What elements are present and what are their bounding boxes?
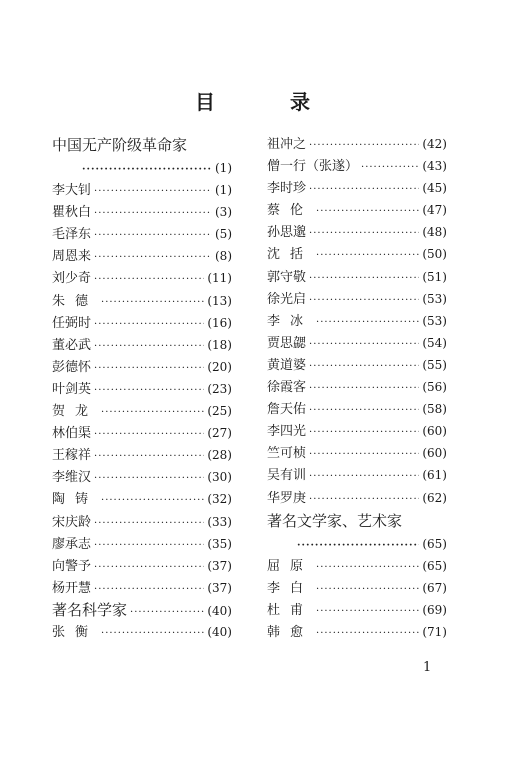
page-title: 目 录 (195, 90, 344, 114)
toc-leader-dots (101, 490, 204, 510)
toc-entry (267, 310, 447, 332)
toc-entry-title: 杨开慧 (52, 580, 92, 596)
toc-entry-title: 刘少奇 (52, 271, 92, 287)
toc-page-ref: (65) (422, 558, 447, 573)
toc-entry (52, 511, 232, 533)
toc-page-ref: (40) (207, 603, 232, 618)
toc-leader-dots (94, 513, 204, 533)
toc-entry-title: 李白 (267, 580, 314, 596)
toc-page-ref: (8) (215, 249, 232, 264)
toc-entry (52, 356, 232, 378)
toc-leader-dots (94, 314, 204, 334)
toc-page-ref: (53) (422, 313, 447, 328)
toc-entry (52, 201, 232, 223)
toc-entry-title: 贾思勰 (267, 335, 307, 351)
toc-leader-dots (94, 203, 212, 223)
toc-entry (267, 555, 447, 577)
toc-page-ref: (16) (207, 315, 232, 330)
toc-page-ref: (40) (207, 624, 232, 639)
toc-leader-dots (94, 336, 204, 356)
toc-entry (267, 354, 447, 376)
toc-page-ref: (62) (422, 490, 447, 505)
toc-leader-dots (94, 358, 204, 378)
toc-entry-title: 祖冲之 (267, 137, 307, 152)
toc-entry (52, 555, 232, 577)
toc-leader-dots (309, 444, 419, 464)
toc-page-ref: (30) (207, 470, 232, 485)
toc-leader-dots (101, 623, 204, 643)
toc-entry-title: 屈原 (267, 558, 314, 574)
toc-page-ref: (58) (422, 402, 447, 417)
toc-left-column (52, 133, 232, 643)
toc-entry-title: 贺龙 (52, 404, 99, 420)
toc-entry-title: 吴有训 (267, 468, 307, 484)
toc-leader-dots (309, 290, 419, 310)
toc-entry-title: 孙思邈 (267, 225, 307, 241)
toc-page-ref: (35) (207, 536, 232, 551)
page-number: 1 (423, 660, 432, 675)
toc-entry (52, 466, 232, 488)
toc-page-ref: (53) (422, 291, 447, 306)
toc-leader-dots (94, 468, 204, 488)
toc-page-ref: (33) (207, 514, 232, 529)
toc-leader-dots (94, 225, 212, 245)
toc-entry-title: 周恩来 (52, 249, 92, 265)
toc-page-ref: (5) (215, 227, 232, 242)
toc-entry (52, 400, 232, 422)
toc-page-ref: (3) (215, 205, 232, 220)
toc-entry-title: 詹天佑 (267, 402, 307, 418)
toc-page-ref: (20) (207, 359, 232, 374)
toc-page-ref: (51) (422, 269, 447, 284)
toc-page-ref: (48) (422, 225, 447, 240)
toc-entry-title: 中国无产阶级革命家 (52, 136, 188, 154)
toc-entry (267, 332, 447, 354)
toc-entry (52, 577, 232, 599)
toc-leader-dots (316, 201, 419, 221)
toc-entry (267, 155, 447, 177)
toc-page-ref: (1) (215, 183, 232, 198)
toc-entry (267, 243, 447, 265)
toc-page-ref: (1) (215, 161, 232, 175)
toc-entry (267, 487, 447, 509)
toc-page-ref: (60) (422, 424, 447, 439)
toc-page-ref: (56) (422, 380, 447, 395)
toc-page-ref: (69) (422, 602, 447, 617)
toc-entry (267, 442, 447, 464)
toc-entry (52, 245, 232, 267)
toc-page-ref: (25) (207, 404, 232, 419)
toc-entry (52, 157, 232, 179)
toc-entry-title: 郭守敬 (267, 269, 307, 285)
toc-entry-title: 毛泽东 (52, 227, 92, 243)
toc-page-ref: (60) (422, 446, 447, 461)
toc-page-ref: (18) (207, 337, 232, 352)
toc-entry (52, 223, 232, 245)
toc-entry-title: 竺可桢 (267, 446, 307, 462)
toc-entry-title: 韩愈 (267, 624, 314, 640)
toc-page-ref: (50) (422, 247, 447, 262)
toc-entry (52, 621, 232, 643)
toc-leader-dots (316, 245, 419, 265)
toc-leader-dots (94, 247, 212, 267)
toc-entry (267, 199, 447, 221)
toc-entry (52, 179, 232, 201)
toc-page-ref: (43) (422, 159, 447, 174)
toc-leader-dots (309, 223, 419, 243)
toc-entry-title: 林伯渠 (52, 426, 92, 442)
toc-leader-dots (101, 402, 204, 422)
toc-entry-title: 蔡伦 (267, 203, 314, 219)
toc-entry (267, 266, 447, 288)
toc-leader-dots (101, 292, 204, 312)
toc-entry-title: 朱德 (52, 293, 99, 309)
toc-entry (267, 133, 447, 155)
toc-entry (52, 334, 232, 356)
toc-entry (52, 488, 232, 510)
toc-page-ref: (37) (207, 580, 232, 595)
toc-leader-dots (309, 378, 419, 398)
toc-entry (267, 533, 447, 555)
toc-leader-dots (309, 422, 419, 442)
toc-page-ref: (55) (422, 357, 447, 372)
toc-entry-title: 华罗庚 (267, 490, 307, 506)
toc-entry (267, 376, 447, 398)
toc-entry-title: 向警予 (52, 558, 92, 574)
toc-entry (267, 221, 447, 243)
toc-entry (52, 444, 232, 466)
toc-entry (267, 464, 447, 486)
toc-entry-title: 李四光 (267, 424, 307, 440)
toc-entry-title: 徐霞客 (267, 380, 307, 396)
toc-page-ref: (65) (422, 536, 447, 551)
toc-leader-dots (82, 159, 212, 179)
toc-entry-title: 著名文学家、艺术家 (267, 511, 403, 530)
toc-page-ref: (71) (422, 624, 447, 639)
toc-entry-title: 著名科学家 (52, 600, 128, 619)
toc-leader-dots (309, 135, 419, 155)
toc-page-ref: (54) (422, 335, 447, 350)
toc-leader-dots (94, 557, 204, 577)
toc-entry-title: 李时珍 (267, 181, 307, 197)
toc-entry (267, 398, 447, 420)
toc-page-ref: (45) (422, 181, 447, 196)
toc-entry (267, 577, 447, 599)
toc-leader-dots (94, 181, 212, 201)
toc-entry (52, 533, 232, 555)
toc-entry (52, 290, 232, 312)
toc-section-heading (52, 599, 232, 621)
toc-entry-title: 瞿秋白 (52, 205, 92, 221)
toc-entry-title: 僧一行（张遂） (267, 159, 359, 175)
toc-section-heading (52, 133, 232, 157)
toc-page-ref: (67) (422, 580, 447, 595)
toc-entry-title: 董必武 (52, 337, 92, 353)
toc-entry-title: 张衡 (52, 624, 99, 640)
toc-page-ref: (11) (207, 271, 232, 286)
toc-page-ref: (42) (422, 137, 447, 151)
toc-entry-title: 李维汉 (52, 470, 92, 486)
toc-page-ref: (32) (207, 492, 232, 507)
toc-entry-title: 王稼祥 (52, 448, 92, 464)
toc-page-ref: (37) (207, 558, 232, 573)
toc-page-ref: (23) (207, 381, 232, 396)
toc-leader-dots (316, 557, 419, 577)
toc-entry-title: 沈括 (267, 247, 314, 263)
toc-leader-dots (309, 334, 419, 354)
toc-leader-dots (309, 400, 419, 420)
toc-entry-title: 李冰 (267, 313, 314, 329)
toc-entry-title: 任弼时 (52, 315, 92, 331)
toc-entry (52, 267, 232, 289)
toc-section-heading (267, 509, 447, 533)
toc-leader-dots (316, 579, 419, 599)
toc-leader-dots (361, 157, 419, 177)
toc-entry (267, 621, 447, 643)
toc-entry (52, 378, 232, 400)
toc-leader-dots (316, 601, 419, 621)
toc-entry (267, 177, 447, 199)
toc-entry (267, 599, 447, 621)
toc-leader-dots (316, 623, 419, 643)
toc-leader-dots (94, 579, 204, 599)
toc-page-ref: (61) (422, 468, 447, 483)
toc-entry-title: 彭德怀 (52, 359, 92, 375)
toc-leader-dots (94, 269, 204, 289)
toc-leader-dots (130, 602, 204, 621)
toc-leader-dots (94, 380, 204, 400)
toc-entry-title: 宋庆龄 (52, 514, 92, 530)
toc-entry (52, 312, 232, 334)
toc-entry-title: 徐光启 (267, 291, 307, 307)
toc-leader-dots (316, 312, 419, 332)
toc-leader-dots (309, 179, 419, 199)
toc-entry-title: 杜甫 (267, 602, 314, 618)
toc-leader-dots (309, 356, 419, 376)
toc-entry (267, 288, 447, 310)
toc-leader-dots (309, 489, 419, 509)
toc-entry-title: 廖承志 (52, 536, 92, 552)
toc-entry-title: 叶剑英 (52, 381, 92, 397)
toc-leader-dots (94, 424, 204, 444)
toc-page-ref: (47) (422, 203, 447, 218)
toc-entry-title: 黄道婆 (267, 357, 307, 373)
toc-leader-dots (94, 535, 204, 555)
toc-page-ref: (13) (207, 293, 232, 308)
toc-right-column (267, 133, 447, 643)
toc-leader-dots (94, 446, 204, 466)
toc-entry-title: 陶铸 (52, 492, 99, 508)
toc-page-ref: (27) (207, 426, 232, 441)
toc-leader-dots (309, 268, 419, 288)
toc-leader-dots (309, 466, 419, 486)
toc-leader-dots (297, 535, 419, 555)
toc-page-ref: (28) (207, 448, 232, 463)
toc-entry (52, 422, 232, 444)
toc-entry (267, 420, 447, 442)
toc-entry-title: 李大钊 (52, 183, 92, 199)
